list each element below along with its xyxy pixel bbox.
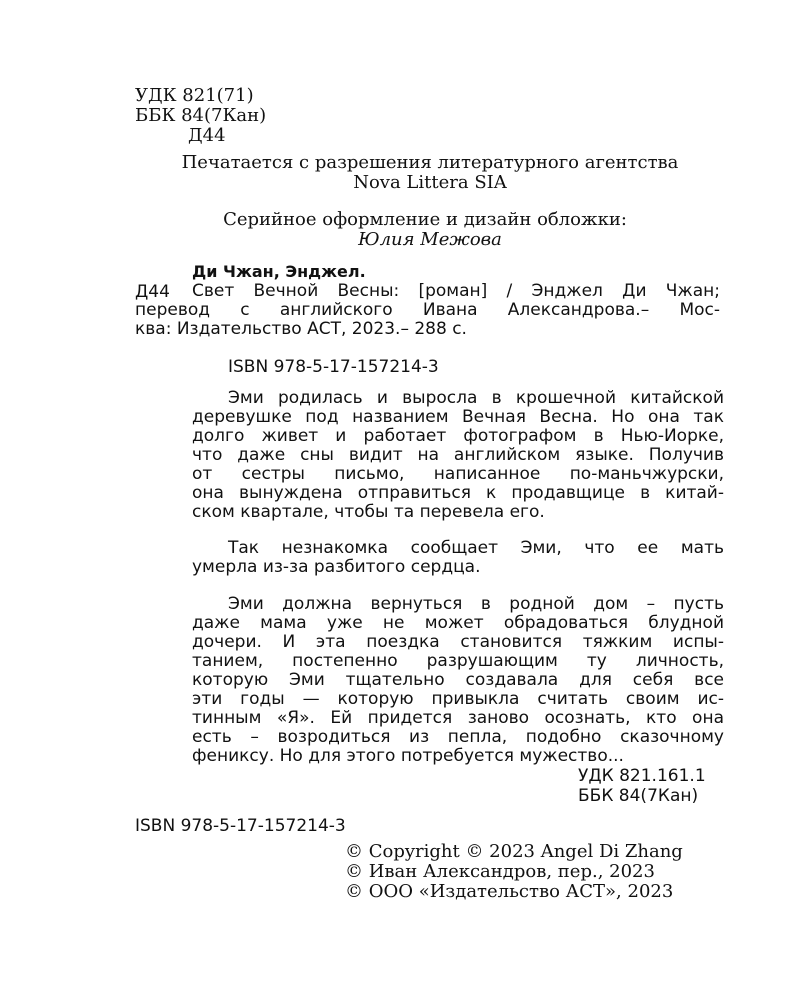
bibliographic-description-cont <box>135 301 720 339</box>
annotation-line: даже мама уже не может обрадоваться блудной <box>192 614 724 633</box>
annotation-paragraph-1 <box>192 389 724 522</box>
cover-designer-name: Юлия Межова <box>358 229 502 250</box>
annotation-line: эти годы — которую привыкла считать своим ис- <box>192 690 724 709</box>
isbn-record: ISBN 978-5-17-157214-3 <box>228 357 439 377</box>
bbk-code: ББК 84(7Кан) <box>135 105 267 126</box>
author-heading: Ди Чжан, Энджел. <box>192 262 366 281</box>
bib-line-2: перевод с английского Ивана Александрова.– Мос- <box>135 301 720 320</box>
annotation-paragraph-3 <box>192 595 724 766</box>
udk-code-full: УДК 821.161.1 <box>578 766 706 786</box>
annotation-line: танием, постепенно разрушающим ту личность, <box>192 652 724 671</box>
annotation-line: деревушке под названием Вечная Весна. Но она так <box>192 408 724 427</box>
bbk-code-full: ББК 84(7Кан) <box>578 786 699 806</box>
bib-line-3: ква: Издательство АСТ, 2023.– 288 с. <box>135 320 467 339</box>
annotation-line: от сестры письмо, написанное по-маньчжурски, <box>192 465 724 484</box>
annotation-line: дочери. И эта поездка становится тяжким испы- <box>192 633 724 652</box>
annotation-line: что даже сны видит на английском языке. Получив <box>192 446 724 465</box>
annotation-line: она вынуждена отправиться к продавщице в китай- <box>192 484 724 503</box>
bib-line-1: Свет Вечной Весны: [роман] / Энджел Ди Чжан; <box>192 282 720 301</box>
permission-line-2: Nova Littera SIA <box>353 172 507 193</box>
author-mark: Д44 <box>188 125 226 146</box>
annotation-line: есть – возродиться из пепла, подобно сказочному <box>192 728 724 747</box>
annotation-line: Так незнакомка сообщает Эми, что ее мать <box>228 539 724 558</box>
annotation-line: которую Эми тщательно создавала для себя все <box>192 671 724 690</box>
author-mark-record: Д44 <box>135 282 170 302</box>
isbn-main: ISBN 978-5-17-157214-3 <box>135 816 346 836</box>
annotation-line: Эми должна вернуться в родной дом – пусть <box>228 595 724 614</box>
copyright-author: © Copyright © 2023 Angel Di Zhang <box>345 841 683 862</box>
permission-line-1: Печатается с разрешения литературного агентства <box>181 152 679 173</box>
annotation-line: долго живет и работает фотографом в Нью-Йорке, <box>192 427 724 446</box>
design-credit-label: Серийное оформление и дизайн обложки: <box>223 209 627 230</box>
copyright-translator: © Иван Александров, пер., 2023 <box>345 861 655 882</box>
annotation-line: ском квартале, чтобы та перевела его. <box>192 503 545 522</box>
annotation-line: умерла из-за разбитого сердца. <box>192 558 481 577</box>
annotation-paragraph-2 <box>192 539 724 577</box>
annotation-line: Эми родилась и выросла в крошечной китайской <box>228 389 724 408</box>
bibliographic-description <box>192 282 720 301</box>
copyright-publisher: © ООО «Издательство АСТ», 2023 <box>345 881 674 902</box>
annotation-line: фениксу. Но для этого потребуется мужество... <box>192 747 624 766</box>
annotation-line: тинным «Я». Ей придется заново осознать, кто она <box>192 709 724 728</box>
udk-code: УДК 821(71) <box>135 85 254 106</box>
